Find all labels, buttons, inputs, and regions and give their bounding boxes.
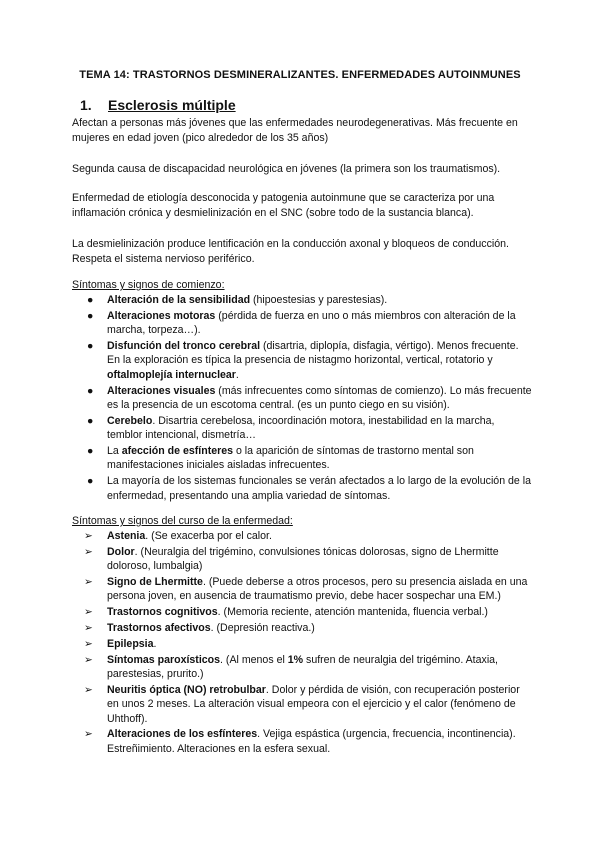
course-list bbox=[72, 529, 532, 758]
onset-list bbox=[72, 293, 532, 504]
arrow-bullet-icon: ➢ bbox=[84, 653, 93, 666]
arrow-bullet-icon: ➢ bbox=[84, 622, 93, 634]
section-number: 1. bbox=[80, 97, 92, 113]
paragraph-intro: Afectan a personas más jóvenes que las enfermedades neurodegenerativas. Más frecuente en mujeres en edad joven (pico alrededor de los 35 años) bbox=[72, 117, 518, 145]
list-item: ● Disfunción del tronco cerebral (disartria, diplopía, disfagia, vértigo). Menos frecuente. En la exploración es típica la presencia de nistagmo horizontal, vertical, rotatorio y oftalmoplejía internuclear. bbox=[87, 340, 519, 381]
bullet-icon: ● bbox=[87, 309, 94, 322]
arrow-bullet-icon: ➢ bbox=[84, 530, 93, 542]
section-heading bbox=[80, 97, 236, 113]
list-item: ● Alteraciones motoras (pérdida de fuerza en uno o más miembros con alteración de la marcha, torpeza…). bbox=[87, 309, 516, 337]
list-item: ● La mayoría de los sistemas funcionales se verán afectados a lo largo de la evolución de la enfermedad, presentando una amplia variedad de síntomas. bbox=[87, 475, 531, 502]
arrow-bullet-icon: ➢ bbox=[84, 637, 93, 650]
paragraph-second-cause: Segunda causa de discapacidad neurológica en jóvenes (la primera son los traumatismos). bbox=[72, 163, 501, 175]
list-item: ➢ Epilepsia. bbox=[84, 637, 157, 650]
document-title: TEMA 14: TRASTORNOS DESMINERALIZANTES. ENFERMEDADES AUTOINMUNES bbox=[79, 69, 521, 81]
bullet-icon: ● bbox=[87, 445, 94, 458]
bullet-icon: ● bbox=[87, 340, 94, 352]
bullet-icon: ● bbox=[87, 414, 94, 427]
onset-heading: Síntomas y signos de comienzo: bbox=[72, 279, 225, 291]
course-heading: Síntomas y signos del curso de la enfermedad: bbox=[72, 515, 293, 527]
list-item: ● La afección de esfínteres o la aparición de síntomas de trastorno mental son manifestaciones iniciales aisladas infrecuentes. bbox=[87, 445, 474, 472]
bullet-icon: ● bbox=[87, 384, 94, 397]
list-item: ● Alteraciones visuales (más infrecuentes como síntomas de comienzo). Lo más frecuente es la presencia de un escotoma central. (es un punto ciego en su visión). bbox=[87, 384, 532, 412]
paragraph-demyelination: La desmielinización produce lentificación en la conducción axonal y bloqueos de conducción. Respeta el sistema nervioso periférico. bbox=[72, 238, 509, 266]
paragraph-etiology: Enfermedad de etiología desconocida y patogenia autoinmune que se caracteriza por una inflamación crónica y desmielinización en el SNC (sobre todo de la sustancia blanca). bbox=[72, 192, 495, 220]
list-item: ➢ Alteraciones de los esfínteres. Vejiga espástica (urgencia, frecuencia, incontinencia). Estreñimiento. Alteraciones en la esfera sexual. bbox=[84, 728, 516, 755]
bullet-icon: ● bbox=[87, 294, 94, 306]
list-item: ➢ Síntomas paroxísticos. (Al menos el 1% sufren de neuralgia del trigémino. Ataxia, parestesias, prurito.) bbox=[84, 653, 499, 680]
list-item: ➢ Trastornos cognitivos. (Memoria reciente, atención mantenida, fluencia verbal.) bbox=[84, 606, 488, 619]
list-item: ➢ Astenia. (Se exacerba por el calor. bbox=[84, 530, 272, 542]
list-item: ➢ Neuritis óptica (NO) retrobulbar. Dolor y pérdida de visión, con recuperación posterior en unos 2 meses. La alteración visual empeora con el ejercicio y el calor (fenómeno de Uhthoff). bbox=[84, 683, 520, 725]
list-item: ➢ Signo de Lhermitte. (Puede deberse a otros procesos, pero su presencia aislada en una persona joven, en ausencia de traumatismo previo, debe hacer sospechar una EM.) bbox=[84, 576, 528, 603]
arrow-bullet-icon: ➢ bbox=[84, 545, 93, 558]
arrow-bullet-icon: ➢ bbox=[84, 606, 93, 619]
arrow-bullet-icon: ➢ bbox=[84, 576, 93, 588]
section-title: Esclerosis múltiple bbox=[108, 97, 236, 113]
list-item: ➢ Trastornos afectivos. (Depresión reactiva.) bbox=[84, 622, 315, 634]
list-item: ● Cerebelo. Disartria cerebelosa, incoordinación motora, inestabilidad en la marcha, temblor intencional, dismetría… bbox=[87, 414, 495, 442]
list-item: ● Alteración de la sensibilidad (hipoestesias y parestesias). bbox=[87, 294, 388, 306]
list-item: ➢ Dolor. (Neuralgia del trigémino, convulsiones tónicas dolorosas, signo de Lhermitte doloroso, lumbalgia) bbox=[84, 545, 499, 573]
arrow-bullet-icon: ➢ bbox=[84, 683, 93, 696]
arrow-bullet-icon: ➢ bbox=[84, 728, 93, 741]
bullet-icon: ● bbox=[87, 475, 94, 488]
